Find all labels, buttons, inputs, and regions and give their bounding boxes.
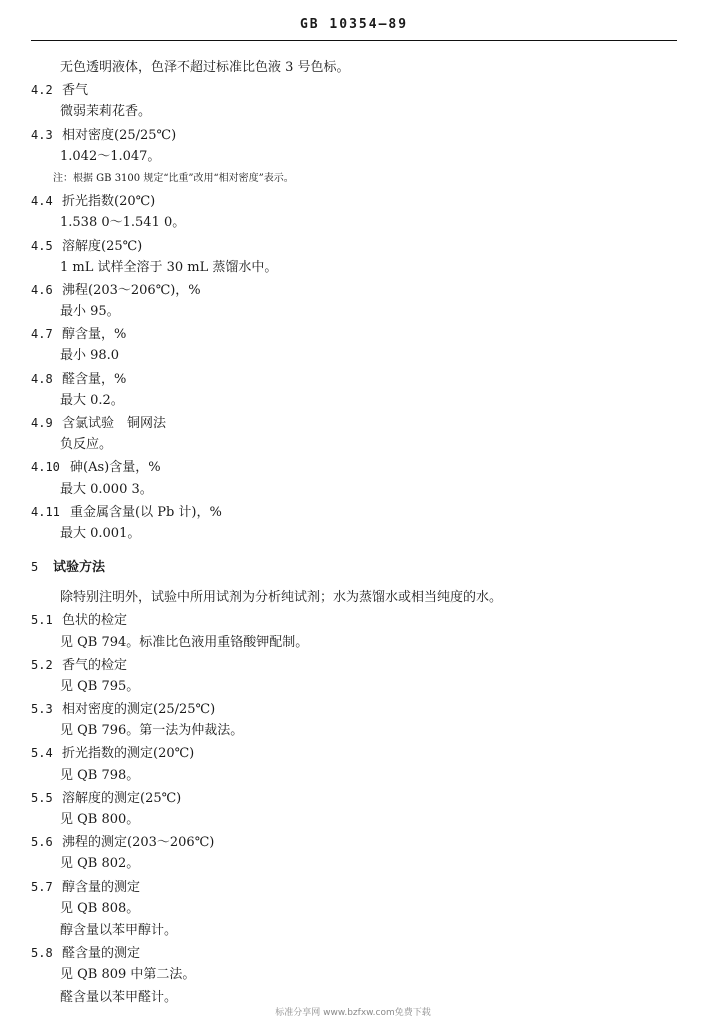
clause-number: 5.4 bbox=[31, 746, 53, 761]
clause-number: 5.5 bbox=[31, 790, 53, 805]
paragraph-line: 1 mL 试样全溶于 30 mL 蒸馏水中。 bbox=[60, 259, 278, 275]
paragraph-line: 1.538 0～1.541 0。 bbox=[60, 215, 186, 231]
clause-number: 5.6 bbox=[31, 835, 53, 850]
paragraph-line: 负反应。 bbox=[60, 437, 113, 453]
paragraph-line: 见 QB 796。第一法为仲裁法。 bbox=[60, 723, 244, 739]
clause-title: 沸程的测定(203～206℃) bbox=[62, 835, 215, 851]
clause-heading bbox=[31, 79, 677, 101]
clause-heading bbox=[31, 742, 677, 764]
standard-number: GB 10354—89 bbox=[299, 17, 409, 32]
clause-title: 砷(As)含量，% bbox=[70, 460, 161, 476]
paragraph-line: 最大 0.2。 bbox=[60, 392, 124, 408]
paragraph-line: 见 QB 802。 bbox=[60, 856, 140, 872]
clause-title: 溶解度(25℃) bbox=[62, 238, 143, 254]
paragraph-line: 见 QB 795。 bbox=[60, 678, 140, 694]
paragraph-line: 见 QB 794。标准比色液用重铬酸钾配制。 bbox=[60, 634, 309, 650]
clause-heading bbox=[31, 876, 677, 898]
paragraph-line: 最小 95。 bbox=[60, 304, 120, 320]
clause-title: 重金属含量(以 Pb 计)，% bbox=[70, 504, 222, 520]
clause-title: 含氯试验 铜网法 bbox=[62, 416, 167, 431]
clause-number: 4.6 bbox=[31, 282, 53, 297]
paragraph-line: 无色透明液体，色泽不超过标准比色液 3 号色标。 bbox=[60, 60, 350, 75]
clause-heading bbox=[31, 323, 677, 345]
clause-title: 醇含量，% bbox=[62, 327, 127, 343]
clause-heading bbox=[31, 942, 677, 964]
paragraph-line: 除特别注明外，试验中所用试剂为分析纯试剂；水为蒸馏水或相当纯度的水。 bbox=[60, 590, 503, 606]
clause-title: 沸程(203～206℃)，% bbox=[62, 282, 201, 298]
clause-title: 香气 bbox=[62, 83, 89, 99]
clause-heading bbox=[31, 456, 677, 478]
paragraph-line: 微弱茉莉花香。 bbox=[60, 104, 152, 120]
clause-title: 溶解度的测定(25℃) bbox=[62, 790, 182, 806]
note-line: 注：根据 GB 3100 规定“比重”改用“相对密度”表示。 bbox=[53, 172, 294, 184]
clause-number: 5.3 bbox=[31, 702, 53, 717]
clause-heading bbox=[31, 124, 677, 146]
clause-heading bbox=[31, 190, 677, 212]
clause-number: 5.1 bbox=[31, 613, 53, 628]
paragraph-line: 最大 0.000 3。 bbox=[60, 481, 153, 497]
paragraph-line: 见 QB 809 中第二法。 bbox=[60, 967, 196, 983]
watermark-footer: 标准分享网 www.bzfxw.com免费下载 bbox=[275, 1008, 431, 1018]
clause-title: 相对密度(25/25℃) bbox=[62, 127, 177, 143]
clause-number: 4.8 bbox=[31, 371, 53, 386]
clause-heading bbox=[31, 235, 677, 257]
clause-number: 4.2 bbox=[31, 83, 53, 98]
clause-number: 4.5 bbox=[31, 238, 53, 253]
clause-number: 5.7 bbox=[31, 879, 53, 894]
clause-heading bbox=[31, 831, 677, 853]
clause-number: 5.2 bbox=[31, 657, 53, 672]
clause-heading bbox=[31, 501, 677, 523]
clause-title: 相对密度的测定(25/25℃) bbox=[62, 702, 216, 718]
clause-heading bbox=[31, 609, 677, 631]
clause-title: 折光指数(20℃) bbox=[62, 194, 156, 210]
document-body bbox=[31, 57, 677, 1009]
clause-title: 色状的检定 bbox=[62, 613, 128, 629]
paragraph-line: 醇含量以苯甲醇计。 bbox=[60, 922, 178, 938]
paragraph-line: 最大 0.001。 bbox=[60, 525, 141, 541]
clause-heading bbox=[31, 412, 677, 434]
page-header bbox=[31, 0, 677, 42]
clause-number: 5.8 bbox=[31, 946, 53, 961]
clause-heading bbox=[31, 654, 677, 676]
clause-number: 4.7 bbox=[31, 327, 53, 342]
clause-title: 醛含量，% bbox=[62, 371, 127, 387]
clause-heading bbox=[31, 279, 677, 301]
clause-heading bbox=[31, 787, 677, 809]
paragraph-line: 最小 98.0 bbox=[60, 348, 120, 364]
clause-heading bbox=[31, 368, 677, 390]
clause-heading bbox=[31, 698, 677, 720]
header-rule bbox=[31, 40, 677, 41]
clause-title: 折光指数的测定(20℃) bbox=[62, 746, 195, 762]
paragraph-line: 1.042～1.047。 bbox=[60, 148, 161, 164]
paragraph-line: 见 QB 808。 bbox=[60, 900, 140, 916]
clause-number: 4.11 bbox=[31, 504, 60, 519]
clause-number: 4.4 bbox=[31, 194, 53, 209]
clause-title: 香气的检定 bbox=[62, 657, 128, 673]
clause-title: 醛含量的测定 bbox=[62, 946, 141, 962]
clause-number: 4.3 bbox=[31, 127, 53, 142]
clause-number: 5 bbox=[31, 560, 39, 575]
paragraph-line: 见 QB 800。 bbox=[60, 812, 140, 827]
paragraph-line: 醛含量以苯甲醛计。 bbox=[60, 989, 178, 1005]
clause-title: 醇含量的测定 bbox=[62, 879, 141, 895]
paragraph-line: 见 QB 798。 bbox=[60, 767, 140, 783]
section-heading bbox=[31, 555, 677, 579]
clause-title: 试验方法 bbox=[53, 560, 106, 576]
clause-number: 4.9 bbox=[31, 416, 53, 430]
clause-number: 4.10 bbox=[31, 460, 60, 475]
